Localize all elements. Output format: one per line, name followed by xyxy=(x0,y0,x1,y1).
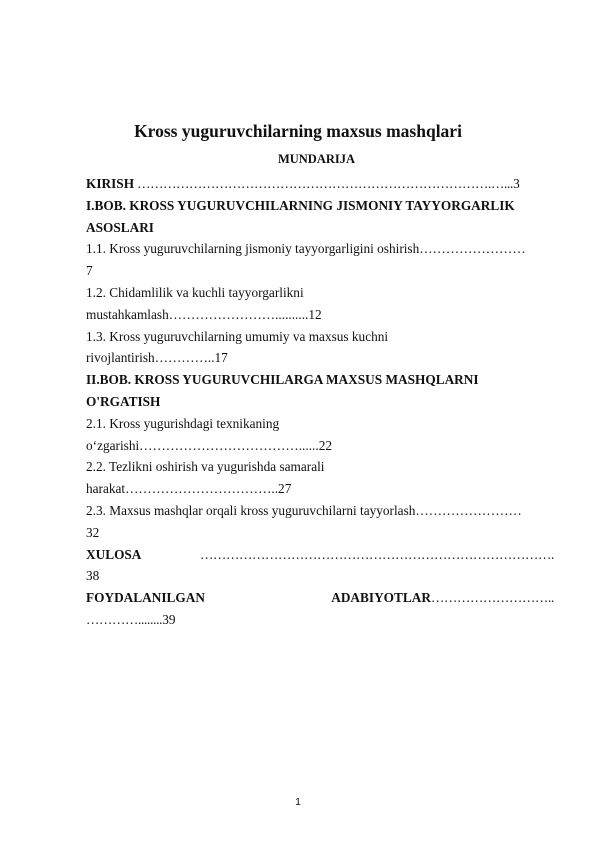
toc-heading: MUNDARIJA xyxy=(277,152,356,166)
toc-entry-1-1: 1.1. Kross yuguruvchilarning jismoniy tayyorgarligini oshirish…………………… xyxy=(86,241,526,257)
toc-page-number: 38 xyxy=(86,568,100,584)
toc-page-number: 17 xyxy=(214,350,228,366)
toc-entry-kirish xyxy=(86,173,554,195)
toc-entry-label: ADABIYOTLAR xyxy=(331,590,431,606)
toc-leader-dots: ……………………….. xyxy=(430,590,554,606)
document-title: Kross yuguruvchilarning maxsus mashqlari xyxy=(134,121,462,141)
toc-entry-1-2-cont xyxy=(86,304,554,326)
toc-entry-text: harakat…………………………….. xyxy=(86,481,279,497)
toc-entry-1-3: 1.3. Kross yuguruvchilarning umumiy va maxsus kuchni xyxy=(86,328,389,344)
toc-page-number: 32 xyxy=(86,524,100,540)
toc-entry-2-1: 2.1. Kross yugurishdagi texnikaning xyxy=(86,415,280,431)
toc-entry-foydalanilgan xyxy=(86,587,554,609)
toc-entry-foydalanilgan-cont xyxy=(86,609,554,631)
toc-entry-text: rivojlantirish………….. xyxy=(86,350,215,366)
toc-chapter-2-title-cont: O'RGATISH xyxy=(86,393,161,409)
toc-leader-dots: ………………………………………………………………………. xyxy=(200,546,554,562)
toc-chapter-2-title: II.BOB. KROSS YUGURUVCHILARGA MAXSUS MASHQLARNI xyxy=(86,372,479,388)
toc-page-number: 27 xyxy=(278,481,292,497)
toc-entry-text: mustahkamlash…………………….......... xyxy=(86,306,309,322)
toc-page-number: 22 xyxy=(318,437,332,453)
toc-entry-2-2: 2.2. Tezlikni oshirish va yugurishda samarali xyxy=(86,459,325,475)
toc-entry-xulosa xyxy=(86,544,554,566)
toc-entry-1-3-cont xyxy=(86,347,554,369)
toc-entry-2-3: 2.3. Maxsus mashqlar orqali kross yuguruvchilarni tayyorlash…………………… xyxy=(86,502,522,518)
toc-entry-label: XULOSA xyxy=(86,546,142,562)
toc-entry-text: o‘zgarishi………………………………...... xyxy=(86,437,319,453)
toc-leader-dots: ……………………………………………………………………….…... xyxy=(134,176,514,191)
toc-entry-2-1-cont xyxy=(86,435,554,457)
toc-page-number: 3 xyxy=(513,176,520,191)
toc-entry-1-2: 1.2. Chidamlilik va kuchli tayyorgarlikni xyxy=(86,284,304,300)
toc-page-number: 12 xyxy=(308,306,322,322)
toc-page-number: 39 xyxy=(162,611,176,627)
page-number: 1 xyxy=(295,796,301,808)
toc-entry-2-2-cont xyxy=(86,478,554,500)
toc-entry-label: FOYDALANILGAN xyxy=(86,590,205,606)
toc-entry-label: KIRISH xyxy=(86,176,135,191)
toc-chapter-1-title-cont: ASOSLARI xyxy=(86,219,154,235)
toc-chapter-1-title: I.BOB. KROSS YUGURUVCHILARNING JISMONIY TAYYORGARLIK xyxy=(86,197,515,213)
table-of-contents xyxy=(86,173,554,631)
toc-page-number: 7 xyxy=(86,263,93,279)
toc-leader-dots: …………........ xyxy=(86,611,163,627)
